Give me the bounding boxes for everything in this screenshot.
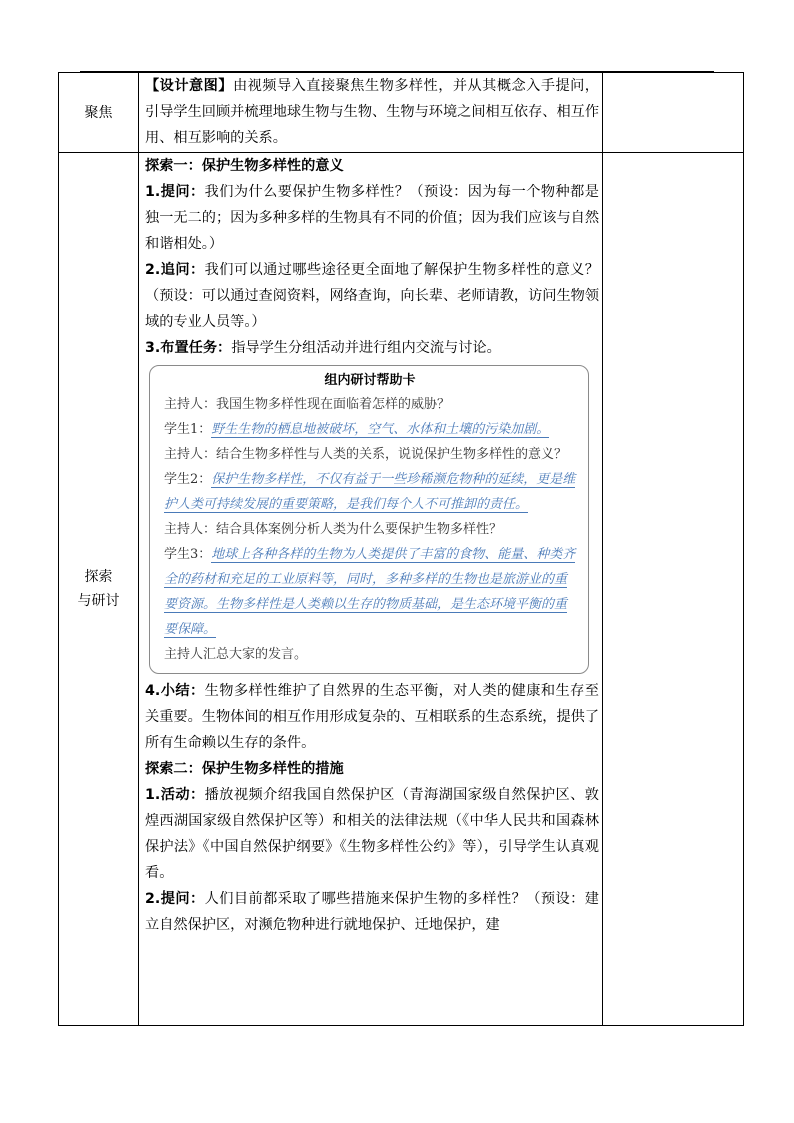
host-line-1: 主持人：我国生物多样性现在面临着怎样的威胁？ (164, 397, 451, 412)
question-3-text: 指导学生分组活动并进行组内交流与讨论。 (231, 340, 501, 356)
question-1-text: 我们为什么要保护生物多样性？（预设：因为每一个物种都是独一无二的；因为多种多样的生物具有不同的价值；因为我们应该与自然和谐相处。） (145, 184, 600, 252)
explore-notes-cell (603, 153, 744, 1026)
design-intent-text: 由视频导入直接聚焦生物多样性，并从其概念入手提问，引导学生回顾并梳理地球生物与生物、生物与环境之间相互依存、相互作用、相互影响的关系。 (145, 78, 600, 146)
focus-content (139, 73, 603, 153)
focus-row (59, 73, 744, 153)
lesson-plan-table (58, 72, 744, 1026)
question-2 (145, 257, 599, 335)
discussion-help-card (149, 365, 589, 674)
student-2-label: 学生2： (164, 472, 212, 487)
summary-4-text: 生物多样性维护了自然界的生态平衡，对人类的健康和生存至关重要。生物体间的相互作用形成复杂的、互相联系的生态系统，提供了所有生命赖以生存的条件。 (145, 683, 600, 751)
design-intent-paragraph (145, 73, 599, 151)
explore-content (139, 153, 603, 1026)
summary-4 (145, 678, 599, 756)
explore-label-line2: 与研讨 (77, 593, 120, 609)
focus-notes-cell (603, 73, 744, 153)
activity-2 (145, 886, 599, 938)
host-closing-line: 主持人汇总大家的发言。 (164, 647, 308, 662)
question-3-tag: 3.布置任务： (145, 340, 232, 356)
question-1 (145, 179, 599, 257)
card-title: 组内研讨帮助卡 (324, 373, 416, 388)
student-3-block (164, 542, 576, 642)
question-1-tag: 1.提问： (145, 184, 205, 200)
explore-row (59, 153, 744, 1026)
question-3 (145, 335, 599, 361)
activity-2-text: 人们目前都采取了哪些措施来保护生物的多样性？（预设：建立自然保护区，对濒危物种进行就地保护、迁地保护，建 (145, 891, 599, 933)
student-1-label: 学生1： (164, 422, 212, 437)
explore-label (59, 153, 139, 1026)
focus-label: 聚焦 (59, 73, 139, 153)
student-3-label: 学生3： (164, 547, 212, 562)
student-1-answer: 野生生物的栖息地被破坏，空气、水体和土壤的污染加剧。 (211, 422, 550, 437)
student-2-block (164, 467, 576, 517)
summary-4-tag: 4.小结： (145, 683, 205, 699)
student-1-block (164, 417, 576, 442)
host-line-3: 主持人：结合具体案例分析人类为什么要保护生物多样性？ (164, 522, 503, 537)
activity-1-text: 播放视频介绍我国自然保护区（青海湖国家级自然保护区、敦煌西湖国家级自然保护区等）和相关的法律法规（《中华人民共和国森林保护法》《中国自然保护纲要》《生物多样性公约》等），引导学生认真观看。 (145, 787, 599, 881)
student-2-answer: 保护生物多样性，不仅有益于一些珍稀濒危物种的延续，更是维护人类可持续发展的重要策略，是我们每个人不可推卸的责任。 (164, 472, 576, 512)
student-3-answer: 地球上各种各样的生物为人类提供了丰富的食物、能量、种类齐全的药材和充足的工业原料等，同时，多种多样的生物也是旅游业的重要资源。生物多样性是人类赖以生存的物质基础，是生态环境平衡的重要保障。 (164, 547, 576, 637)
activity-1-tag: 1.活动： (145, 787, 205, 803)
explore-label-line1: 探索 (84, 569, 113, 585)
question-2-tag: 2.追问： (145, 262, 205, 278)
question-2-text: 我们可以通过哪些途径更全面地了解保护生物多样性的意义？（预设：可以通过查阅资料，网络查询，向长辈、老师请教，访问生物领域的专业人员等。） (145, 262, 600, 330)
explore2-title: 探索二：保护生物多样性的措施 (145, 761, 344, 777)
design-intent-tag: 【设计意图】 (145, 78, 233, 94)
explore1-title: 探索一：保护生物多样性的意义 (145, 158, 344, 174)
activity-2-tag: 2.提问： (145, 891, 205, 907)
host-line-2: 主持人：结合生物多样性与人类的关系，说说保护生物多样性的意义？ (164, 447, 568, 462)
activity-1 (145, 782, 599, 886)
